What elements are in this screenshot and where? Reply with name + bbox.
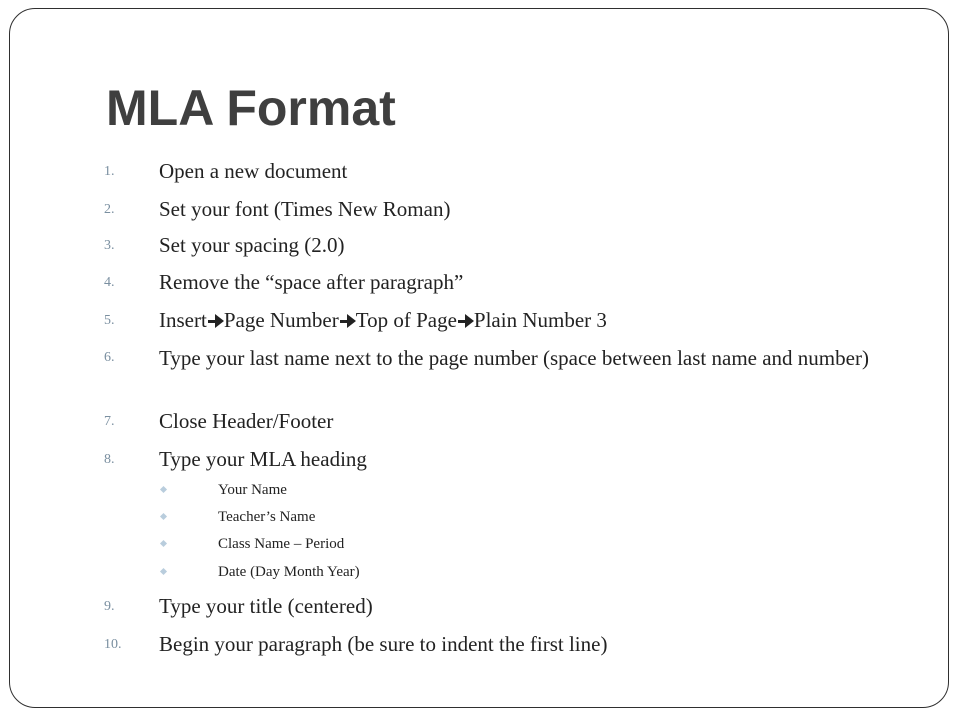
list-number: 10. (104, 637, 122, 652)
heading-item-text: Date (Day Month Year) (218, 564, 360, 580)
list-number: 6. (104, 350, 115, 365)
list-number: 3. (104, 238, 115, 253)
list-text (159, 308, 874, 332)
heading-item-text: Your Name (218, 482, 287, 498)
list-number: 5. (104, 313, 115, 328)
list-text: Type your MLA heading (159, 447, 367, 471)
list-text: Open a new document (159, 159, 348, 183)
list-number: 8. (104, 452, 115, 467)
list-text: Begin your paragraph (be sure to indent the first line) (159, 632, 608, 656)
right-arrow-icon (457, 314, 474, 328)
path-step: Insert (159, 308, 207, 332)
list-text: Type your last name next to the page number (space between last name and number) (159, 346, 869, 370)
list-number: 4. (104, 275, 115, 290)
list-text: Close Header/Footer (159, 409, 334, 433)
list-text: Type your title (centered) (159, 594, 373, 618)
heading-item-text: Class Name – Period (218, 536, 345, 552)
path-step: Plain Number 3 (473, 308, 607, 332)
path-step: Top of Page (355, 308, 457, 332)
list-text: Set your spacing (2.0) (159, 233, 345, 257)
list-number: 7. (104, 414, 115, 429)
right-arrow-icon (339, 314, 356, 328)
list-text: Remove the “space after paragraph” (159, 270, 464, 294)
list-text: Set your font (Times New Roman) (159, 197, 451, 221)
list-number: 2. (104, 202, 115, 217)
path-step: Page Number (223, 308, 339, 332)
list-number: 9. (104, 599, 115, 614)
heading-item-text: Teacher’s Name (218, 509, 316, 525)
slide-title: MLA Format (106, 80, 396, 136)
list-number: 1. (104, 164, 115, 179)
right-arrow-icon (207, 314, 224, 328)
